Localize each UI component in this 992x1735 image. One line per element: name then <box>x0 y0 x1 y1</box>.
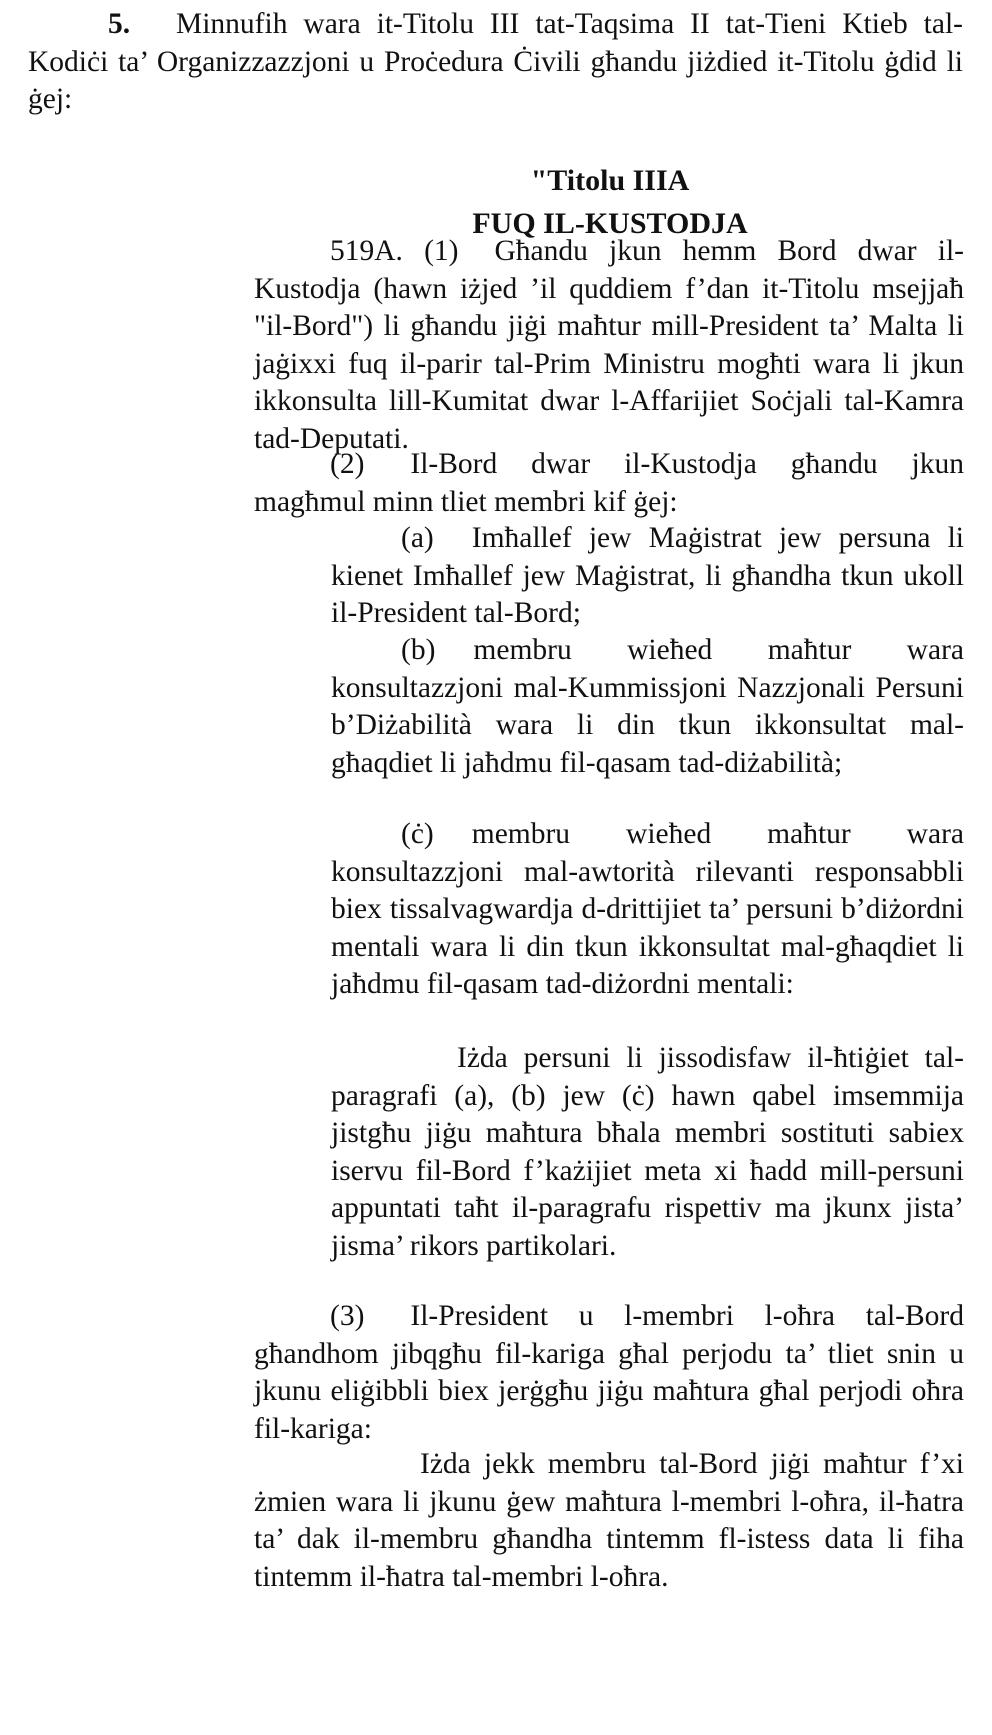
paragraph-c <box>331 816 964 1004</box>
paragraph-c-label: (ċ) <box>401 818 434 850</box>
title-heading: "Titolu IIIA <box>530 164 690 197</box>
subsection-2-label: (2) <box>330 448 365 480</box>
proviso-paragraph-2: Iżda persuni li jissodisfaw il-ħtiġiet tal-paragrafi (a), (b) jew (ċ) hawn qabel imsemmija jistgħu jiġu maħtura bħala membri sostituti sabiex iservu fil-Bord f’każijiet meta xi ħadd mill-persuni appuntati taħt il-paragrafu rispettiv ma jkunx jista’ jisma’ rikors partikolari. <box>331 1042 964 1262</box>
paragraph-a-text: Imħallef jew Maġistrat jew persuna li kienet Imħallef jew Maġistrat, li għandha tkun ukoll il-President tal-Bord; <box>331 522 964 630</box>
paragraph-a <box>331 520 964 633</box>
paragraph-a-label: (a) <box>401 522 434 554</box>
intro-text: Minnufih wara it-Titolu III tat-Taqsima II tat-Tieni Ktieb tal-Kodiċi ta’ Organizzazzjoni u Proċedura Ċivili għandu jiżdied it-Titolu ġdid li ġej: <box>28 8 963 116</box>
paragraph-b <box>331 632 964 782</box>
subtitle-heading: FUQ IL-KUSTODJA <box>472 207 748 240</box>
subsection-2 <box>254 446 964 521</box>
paragraph-b-text: membru wieħed maħtur wara konsultazzjoni mal-Kummissjoni Nazzjonali Persuni b’Diżabilità wara li din tkun ikkonsultat mal-għaqdiet li jaħdmu fil-qasam tad-diżabilità; <box>331 634 964 779</box>
subsection-1-text: Għandu jkun hemm Bord dwar il-Kustodja (hawn iżjed ’il quddiem f’dan it-Titolu msejjaħ "il-Bord") li għandu jiġi maħtur mill-President ta’ Malta li jaġixxi fuq il-parir tal-Prim Ministru mogħti wara li jkun ikkonsulta lill-Kumitat dwar l-Affarijiet Soċjali tal-Kamra tad-Deputati. <box>254 235 964 455</box>
intro-paragraph <box>28 6 963 119</box>
subsection-1 <box>254 233 964 459</box>
subsection-3 <box>254 1298 964 1448</box>
proviso-paragraph-3: Iżda jekk membru tal-Bord jiġi maħtur f’xi żmien wara li jkunu ġew maħtura l-membri l-oħra, il-ħatra ta’ dak il-membru għandha tintemm fl-istess data li fiha tintemm il-ħatra tal-membri l-oħra. <box>254 1448 964 1593</box>
subsection-3-label: (3) <box>330 1300 365 1332</box>
subsection-1-label: 519A. (1) <box>330 235 459 267</box>
paragraph-c-text: membru wieħed maħtur wara konsultazzjoni mal-awtorità rilevanti responsabbli biex tissalvagwardja d-drittijiet ta’ persuni b’diżordni mentali wara li din tkun ikkonsultat mal-għaqdiet li jaħdmu fil-qasam tad-diżordni mentali: <box>331 818 964 1001</box>
paragraph-b-label: (b) <box>401 634 436 666</box>
clause-number: 5. <box>108 8 131 40</box>
subsection-3-text: Il-President u l-membri l-oħra tal-Bord għandhom jibqgħu fil-kariga għal perjodu ta’ tliet snin u jkunu eliġibbli biex jerġgħu jiġu maħtura għal perjodi oħra fil-kariga: <box>254 1300 964 1445</box>
subsection-2-text: Il-Bord dwar il-Kustodja għandu jkun magħmul minn tliet membri kif ġej: <box>254 448 964 518</box>
